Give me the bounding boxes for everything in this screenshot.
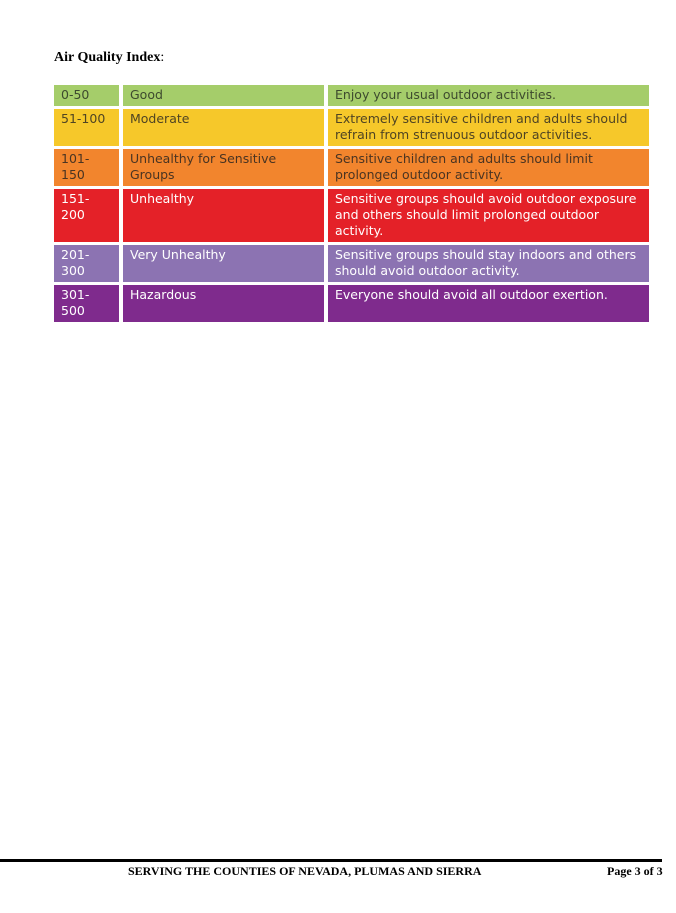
aqi-range-cell: 51-100	[54, 109, 123, 149]
aqi-advice-cell: Everyone should avoid all outdoor exertion.	[328, 285, 649, 322]
page-number: Page 3 of 3	[607, 864, 663, 878]
aqi-table	[54, 85, 649, 322]
heading-colon: :	[160, 50, 165, 65]
aqi-level-cell: Good	[123, 85, 328, 109]
footer-title: SERVING THE COUNTIES OF NEVADA, PLUMAS AND SIERRA	[128, 864, 482, 878]
aqi-row	[54, 285, 649, 322]
aqi-level-cell: Very Unhealthy	[123, 245, 328, 285]
aqi-row	[54, 149, 649, 189]
aqi-level-cell: Unhealthy for Sensitive Groups	[123, 149, 328, 189]
aqi-advice-cell: Sensitive children and adults should limit prolonged outdoor activity.	[328, 149, 649, 189]
heading-title: Air Quality Index	[54, 50, 161, 65]
aqi-advice-cell: Enjoy your usual outdoor activities.	[328, 85, 649, 109]
aqi-level-cell: Unhealthy	[123, 189, 328, 245]
aqi-row	[54, 189, 649, 245]
aqi-row	[54, 85, 649, 109]
aqi-row	[54, 245, 649, 285]
aqi-range-cell: 201-300	[54, 245, 123, 285]
aqi-row	[54, 109, 649, 149]
aqi-advice-cell: Sensitive groups should avoid outdoor exposure and others should limit prolonged outdoor activity.	[328, 189, 649, 245]
aqi-range-cell: 0-50	[54, 85, 123, 109]
aqi-level-cell: Hazardous	[123, 285, 328, 322]
aqi-range-cell: 301-500	[54, 285, 123, 322]
aqi-range-cell: 151-200	[54, 189, 123, 245]
aqi-level-cell: Moderate	[123, 109, 328, 149]
aqi-range-cell: 101-150	[54, 149, 123, 189]
page-heading	[54, 50, 164, 66]
aqi-table-body	[54, 85, 649, 322]
aqi-advice-cell: Extremely sensitive children and adults should refrain from strenuous outdoor activities.	[328, 109, 649, 149]
footer-rule	[0, 859, 662, 862]
aqi-advice-cell: Sensitive groups should stay indoors and others should avoid outdoor activity.	[328, 245, 649, 285]
